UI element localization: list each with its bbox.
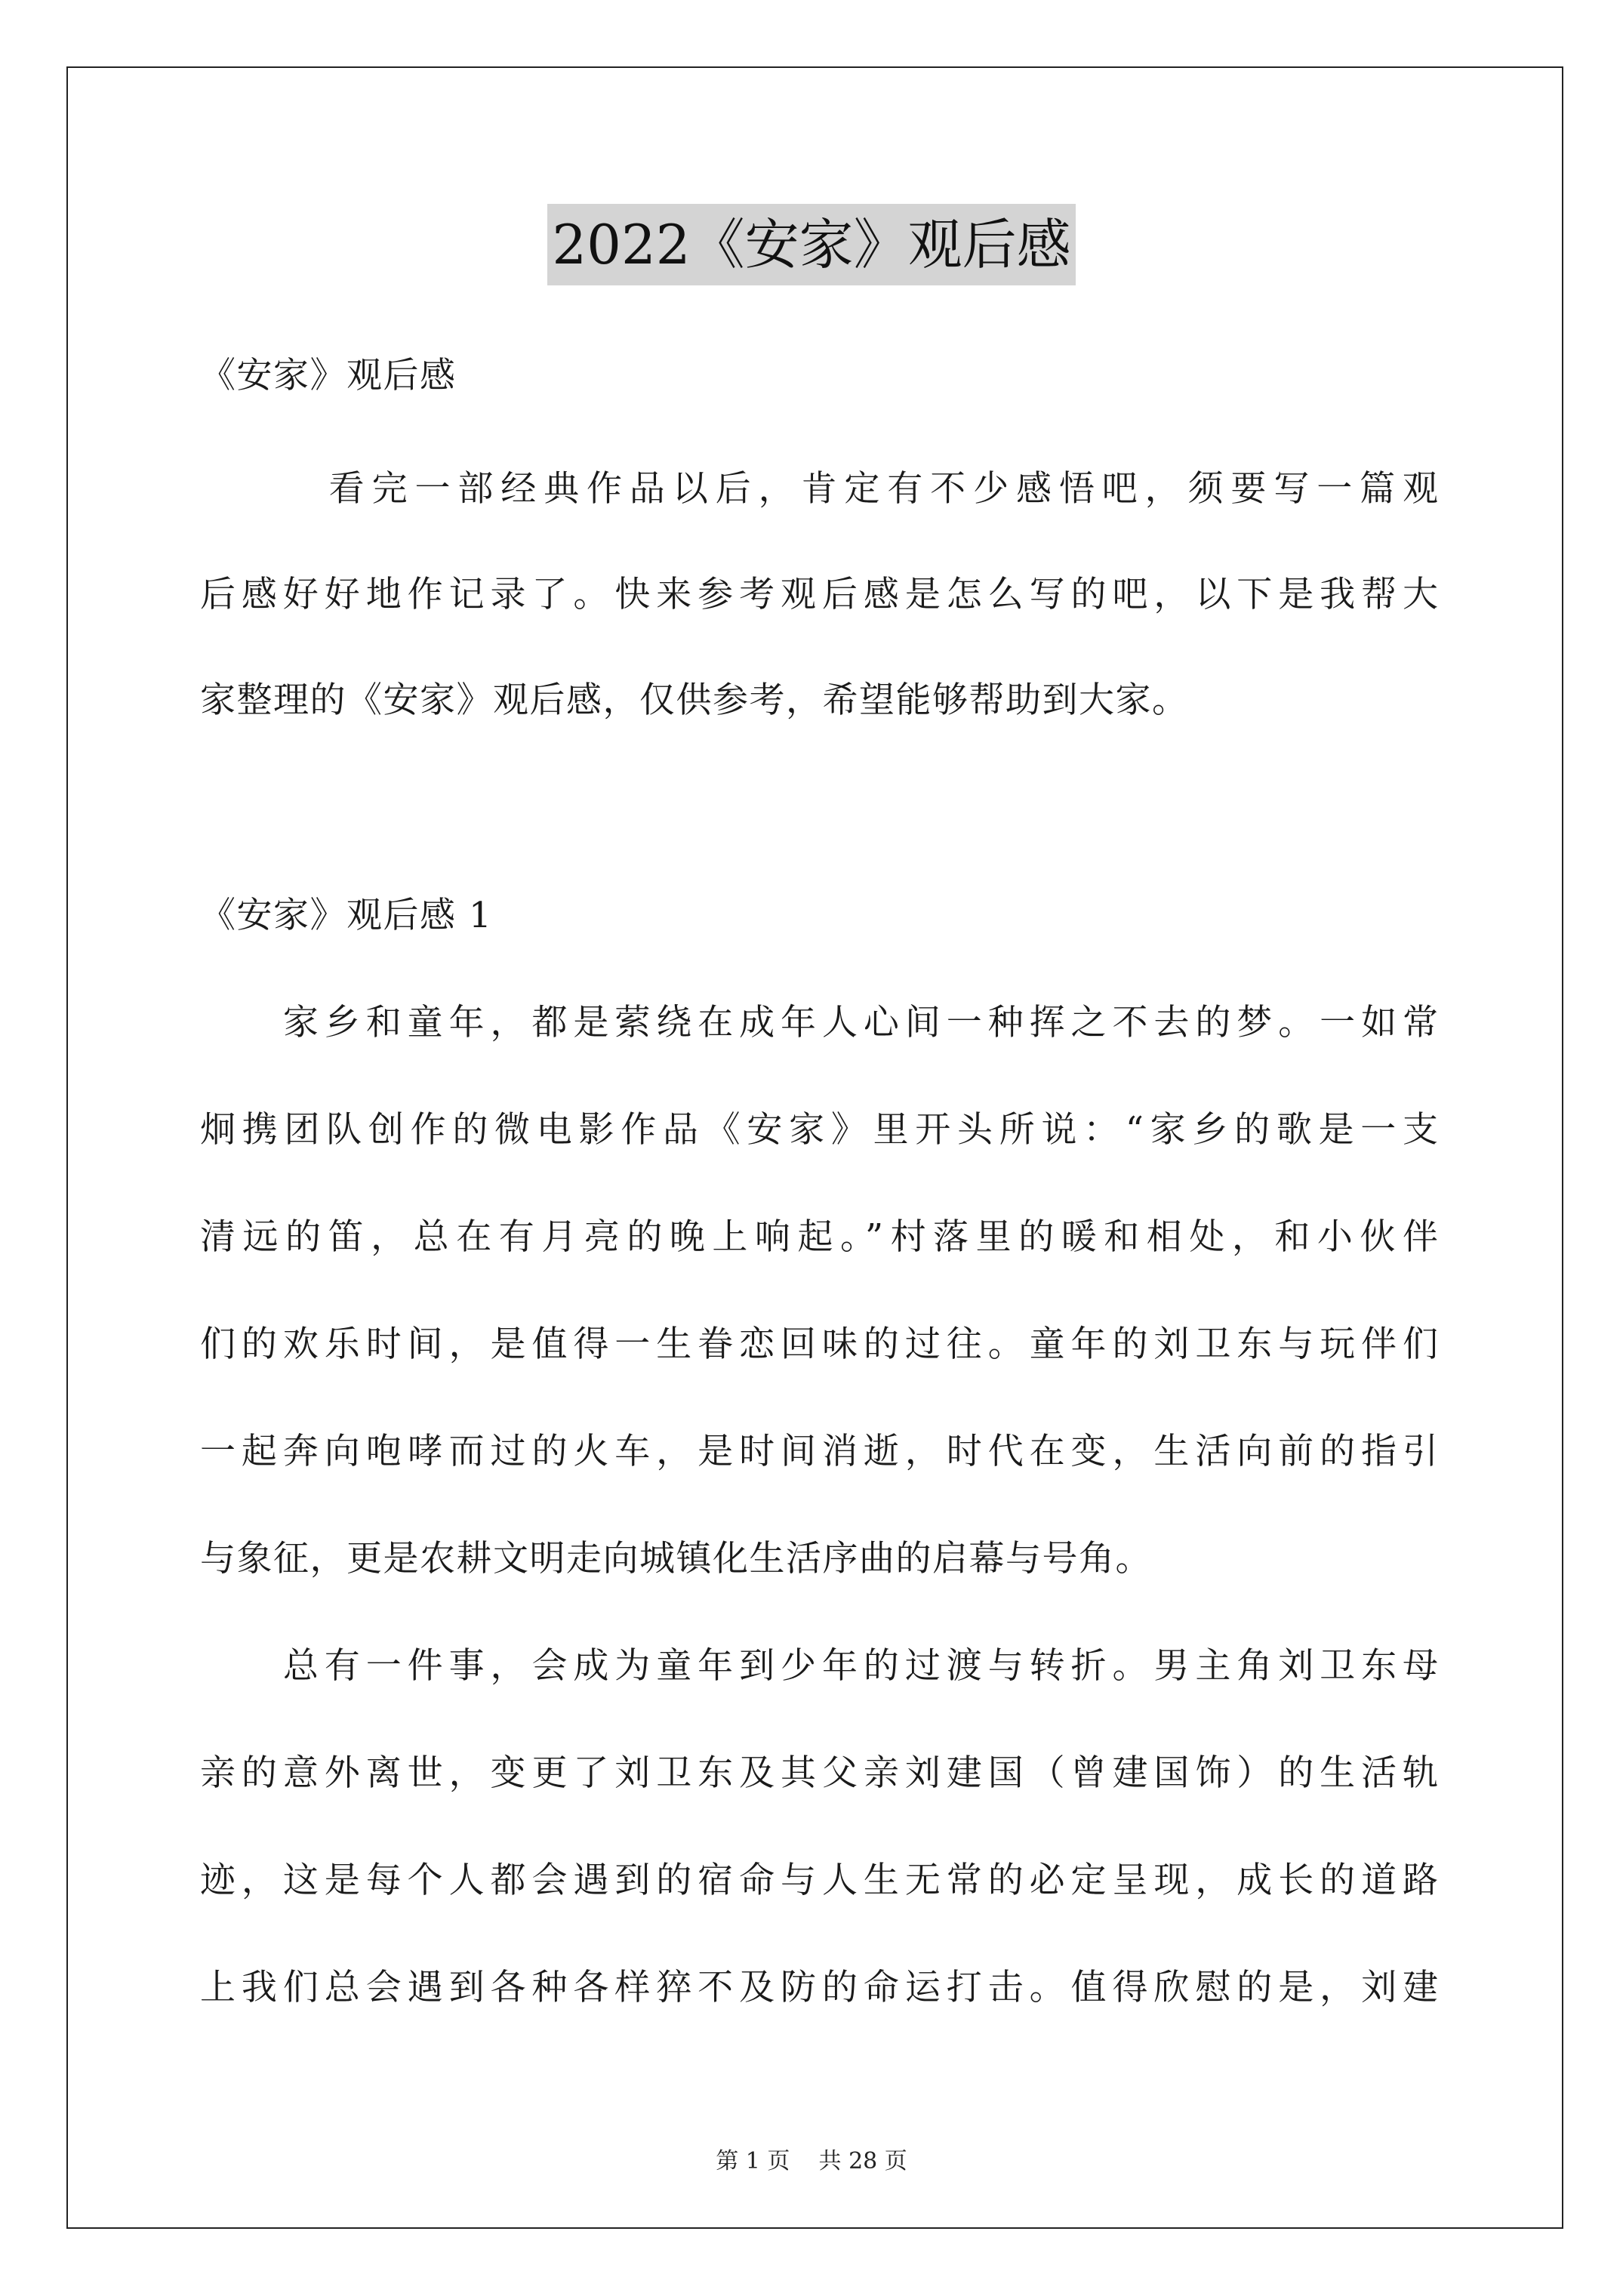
paragraph-line: 上我们总会遇到各种各样猝不及防的命运打击。值得欣慰的是，刘建 (200, 1967, 1438, 2008)
intro-line: 看完一部经典作品以后，肯定有不少感悟吧，须要写一篇观 (200, 468, 1438, 510)
footer-spacer (790, 2148, 818, 2174)
section-heading: 《安家》观后感 1 (200, 895, 493, 936)
intro-line: 家整理的《安家》观后感，仅供参考，希望能够帮助到大家。 (200, 680, 1189, 721)
paragraph-line: 迹，这是每个人都会遇到的宿命与人生无常的必定呈现，成长的道路 (200, 1860, 1438, 1901)
page-total: 共 28 页 (818, 2148, 907, 2174)
paragraph-line: 亲的意外离世，变更了刘卫东及其父亲刘建国（曾建国饰）的生活轨 (200, 1752, 1438, 1794)
paragraph-line: 家乡和童年，都是萦绕在成年人心间一种挥之不去的梦。一如常 (200, 1002, 1438, 1043)
document-title: 2022《安家》观后感 (547, 204, 1075, 285)
document-subtitle: 《安家》观后感 (200, 355, 457, 396)
paragraph-line: 清远的笛，总在有月亮的晚上响起。”村落里的暖和相处，和小伙伴 (200, 1216, 1438, 1258)
paragraph-line: 一起奔向咆哮而过的火车，是时间消逝，时代在变，生活向前的指引 (200, 1431, 1438, 1472)
paragraph-line: 总有一件事，会成为童年到少年的过渡与转折。男主角刘卫东母 (200, 1645, 1438, 1687)
paragraph-line: 们的欢乐时间，是值得一生眷恋回味的过往。童年的刘卫东与玩伴们 (200, 1324, 1438, 1365)
page-number: 第 1 页 (716, 2148, 790, 2174)
paragraph-line: 与象征，更是农耕文明走向城镇化生活序曲的启幕与号角。 (200, 1538, 1152, 1579)
title-container (0, 204, 1623, 285)
page-footer (0, 2147, 1623, 2177)
paragraph-line: 炯携团队创作的微电影作品《安家》里开头所说：“家乡的歌是一支 (200, 1109, 1438, 1151)
intro-line: 后感好好地作记录了。快来参考观后感是怎么写的吧，以下是我帮大 (200, 574, 1438, 615)
